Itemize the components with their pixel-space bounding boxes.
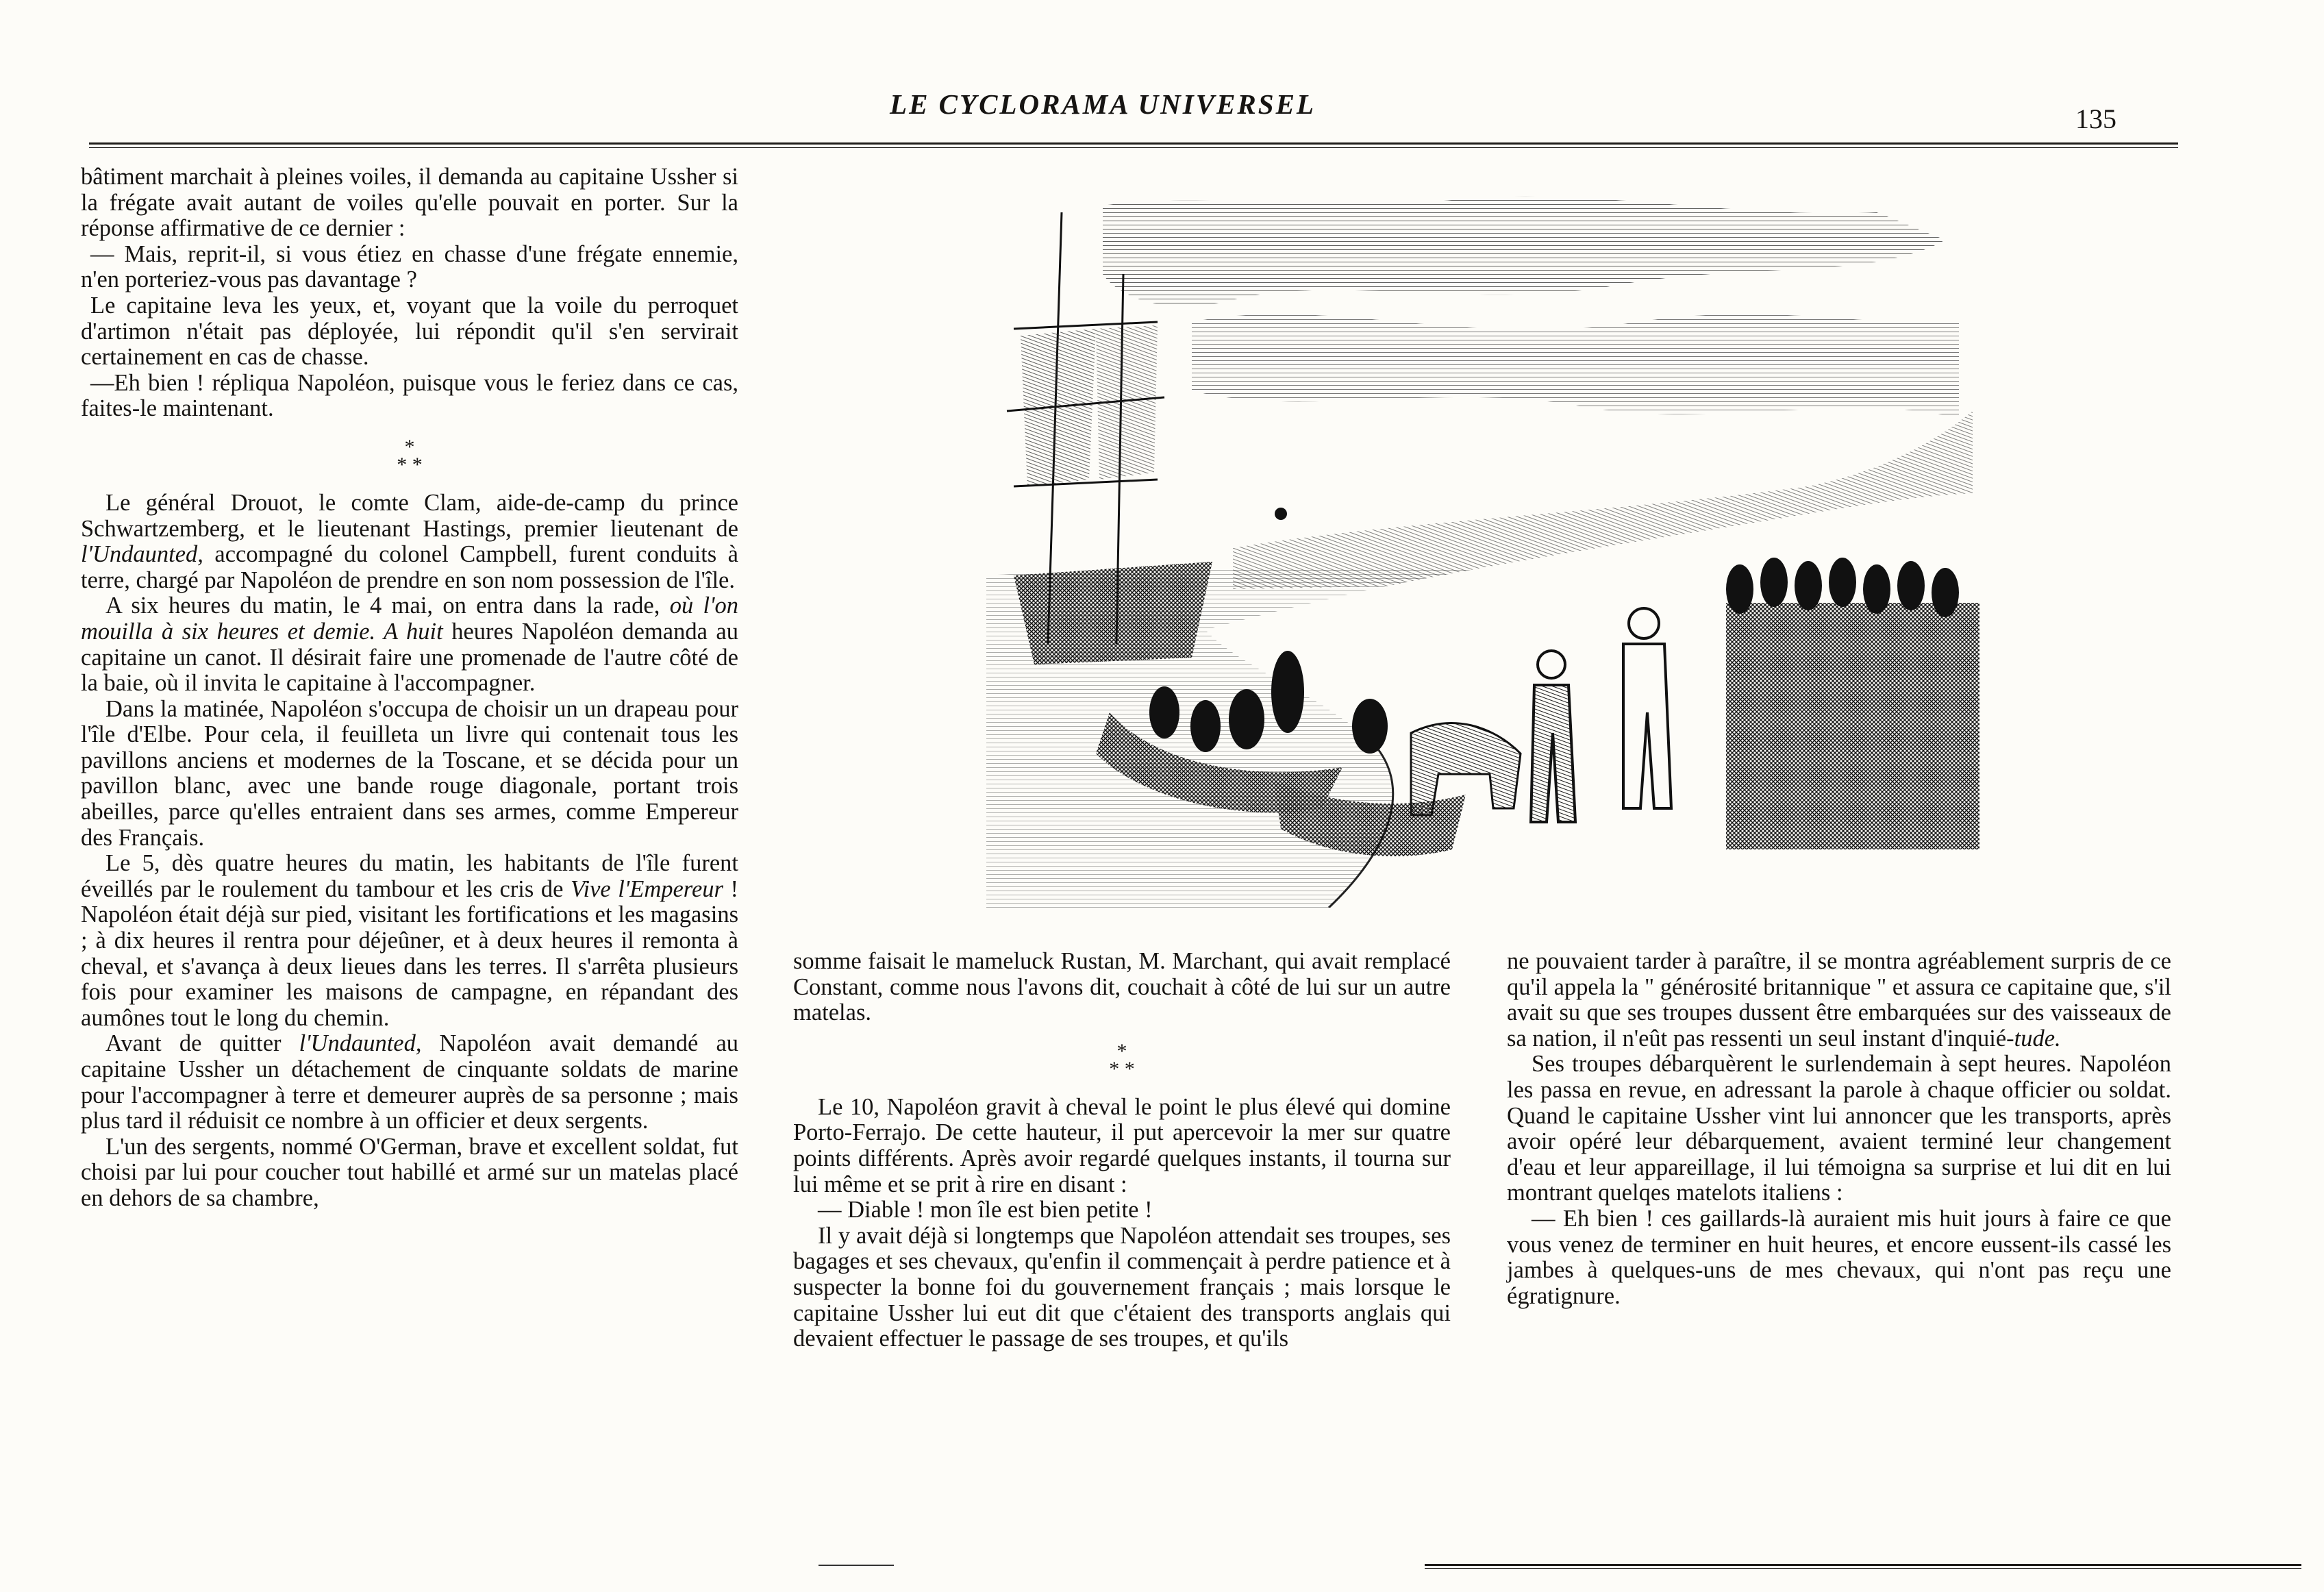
asterism-glyph: * [1116,1039,1127,1062]
running-head-title: LE CYCLORAMA UNIVERSEL [890,88,1316,120]
footer-rule [1425,1564,2301,1569]
text-column-right [1507,949,2171,1309]
paragraph: — Diable ! mon île est bien petite ! [818,1197,1153,1223]
text-run: ! Napoléon était déjà sur pied, visitant les fortifications et les magasins ; à dix heures il rentra pour déjeûner, et à deux heures il remonta à cheval, et s'avança à deux lieues dans les terres. Il s'arrêta plusieurs fois pour examiner les maisons de campagne, en répandant des aumônes tout le long du chemin. [81,875,738,1031]
paragraph [81,593,738,696]
text-run: accompagné du colonel Campbell, furent conduits à terre, chargé par Napoléon de prendre en son nom possession de l'île. [81,541,738,593]
paragraph: Il y avait déjà si longtemps que Napoléon attendait ses troupes, ses bagages et ses chevaux, qu'enfin il commençait à perdre patience et à suspecter la bonne foi du gouvernement français ; mais lorsque le capitaine Ussher lui eut dit que c'étaient des transports anglais qui devaient effectuer le passage de ses troupes, et qu'ils [793,1222,1451,1352]
paragraph [81,851,738,1031]
text-run: Le 5, dès quatre heures du matin, les habitants de l'île furent éveillés par le roulement du tambour et les cris de [81,850,738,902]
footer-rule-short [819,1565,894,1566]
section-asterism [793,1026,1451,1095]
section-asterism [81,422,738,490]
page-number: 135 [2075,103,2116,134]
italic-text: l'Undaunted, [81,541,203,568]
paragraph [1507,949,2171,1052]
paragraph: Ses troupes débarquèrent le surlendemain à sept heures. Napoléon les passa en revue, en adressant la parole à chaque officier ou soldat. Quand le capitaine Ussher vint lui annoncer que les transports, après avoir opéré leur débarquement, avaient terminé leur changement d'eau et leur appareillage, il lui témoigna sa surprise et lui dit en lui montrant quelqes matelots italiens : [1507,1051,2171,1206]
text-run: Le général Drouot, le comte Clam, aide-de-camp du prince Schwartzemberg, et le lieutenant Hastings, premier lieutenant de [81,489,738,542]
asterism-glyph: * * [1109,1057,1135,1080]
paragraph: Dans la matinée, Napoléon s'occupa de choisir un un drapeau pour l'île d'Elbe. Pour cela, il feuilleta un livre qui contenait tous les pavillons anciens et modernes de la Toscane, et se décida pour un pavillon blanc, avec une bande rouge diagonale, portant trois abeilles, parce qu'elles entraient dans ses armes, comme Empereur des Français. [81,695,738,851]
asterism-glyph: * * [397,453,423,476]
paragraph [81,490,738,593]
paragraph: somme faisait le mameluck Rustan, M. Marchant, qui avait remplacé Constant, comme nous l'avons dit, couchait à côté de lui sur un autre matelas. [793,948,1451,1026]
paragraph: Le capitaine leva les yeux, et, voyant que la voile du perroquet d'artimon n'était pas déployée, lui répondit qu'il s'en servirait certainement en cas de chasse. [81,292,738,371]
paragraph: L'un des sergents, nommé O'German, brave et excellent soldat, fut choisi par lui pour coucher tout habillé et armé sur un matelas placé en dehors de sa chambre, [81,1133,738,1211]
text-column-middle [793,949,1451,1352]
text-run: Avant de quitter [105,1030,299,1057]
paragraph: — Mais, reprit-il, si vous étiez en chasse d'une frégate ennemie, n'en porteriez-vous pas davantage ? [81,240,738,293]
paragraph: bâtiment marchait à pleines voiles, il demanda au capitaine Ussher si la frégate avait autant de voiles qu'elle pouvait en porter. Sur la réponse affirmative de ce dernier : [81,164,738,242]
text-column-left [81,164,738,1212]
paragraph [81,1031,738,1134]
paragraph: —Eh bien ! répliqua Napoléon, puisque vous le feriez dans ce cas, faites-le maintenant. [81,369,738,422]
text-run: A six heures du matin, le 4 mai, on entra dans la rade, [105,593,670,619]
italic-text: tude. [2014,1025,2061,1052]
engraving-illustration [986,192,1983,908]
italic-text: l'Undaunted, [299,1030,422,1057]
header-rule [89,142,2178,148]
text-run: ne pouvaient tarder à paraître, il se montra agréablement surpris de ce qu'il appela la " générosité britannique " et assura ce capitaine que, s'il avait su que ses troupes dussent être embarquées sur des vaisseaux de sa nation, il n'eût pas ressenti un seul instant d'inquié- [1507,948,2171,1052]
asterism-glyph: * [404,435,415,458]
italic-text: Vive l'Empereur [570,875,723,902]
text-run: Napoléon avait demandé au capitaine Ussher un détachement de cinquante soldats de marine pour l'accompagner à terre et demeurer auprès de sa personne ; mais plus tard il réduisit ce nombre à un officier et deux sergents. [81,1030,739,1134]
paragraph: — Eh bien ! ces gaillards-là auraient mis huit jours à faire ce que vous venez de terminer en huit heures, et encore eussent-ils cassé les jambes à quelques-uns de mes chevaux, qui n'ont pas reçu une égratignure. [1507,1205,2171,1309]
italic-text: où l'on mouilla à six heures et demie. A huit [81,593,739,645]
paragraph: Le 10, Napoléon gravit à cheval le point le plus élevé qui domine Porto-Ferrajo. De cette hauteur, il put apercevoir la mer sur quatre points différents. Après avoir regardé quelques instants, il tourna sur lui même et se prit à rire en disant : [793,1093,1451,1197]
text-run: heures Napoléon demanda au capitaine un canot. Il désirait faire une promenade de l'autre côté de la baie, où il invita le capitaine à l'accompagner. [81,618,738,697]
